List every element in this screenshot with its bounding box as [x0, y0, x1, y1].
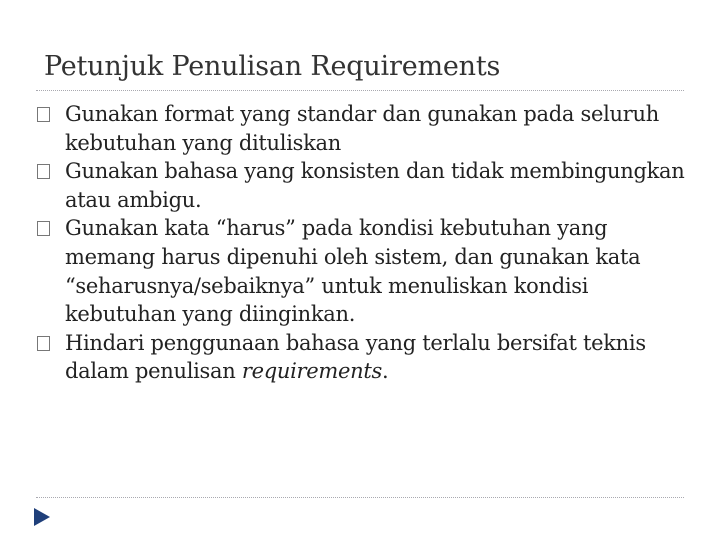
bullet-text-suffix: . [381, 359, 389, 384]
bullet-text: Gunakan format yang standar dan gunakan pada seluruh kebutuhan yang dituliskan [65, 102, 659, 155]
bullet-text-italic: requirements [241, 359, 382, 384]
checkbox-bullet-icon [37, 221, 50, 236]
checkbox-bullet-icon [37, 336, 50, 351]
checkbox-bullet-icon [37, 107, 50, 122]
bullet-list [36, 100, 696, 386]
footer-divider [36, 497, 684, 498]
bullet-item [36, 214, 696, 328]
bullet-text: Hindari penggunaan bahasa yang terlalu bersifat teknis dalam penulisan [65, 330, 646, 384]
title-divider [36, 90, 684, 91]
play-arrow-icon[interactable] [30, 506, 52, 528]
bullet-text: Gunakan bahasa yang konsisten dan tidak membingungkan atau ambigu. [65, 159, 685, 212]
bullet-item [36, 157, 696, 214]
checkbox-bullet-icon [37, 164, 50, 179]
bullet-item [36, 329, 696, 386]
bullet-item [36, 100, 696, 157]
slide-title: Petunjuk Penulisan Requirements [44, 51, 501, 82]
bullet-text: Gunakan kata “harus” pada kondisi kebutuhan yang memang harus dipenuhi oleh sistem, dan gunakan kata “seharusnya/sebaiknya” untuk menuliskan kondisi kebutuhan yang diinginkan. [65, 216, 641, 327]
